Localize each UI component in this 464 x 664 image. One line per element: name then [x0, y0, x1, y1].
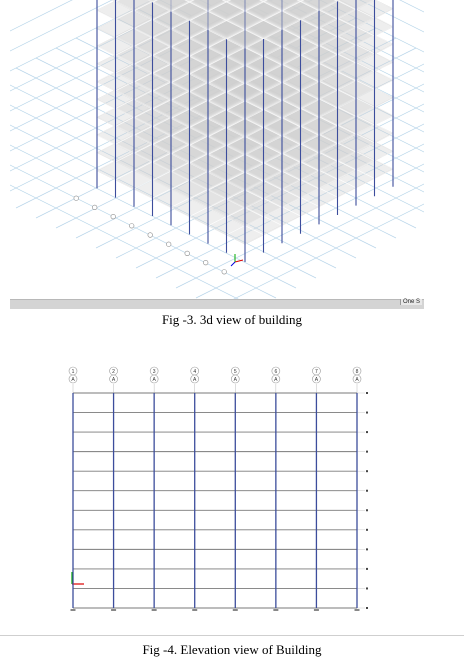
story-marker	[366, 451, 368, 453]
grid-label: 6	[274, 369, 278, 375]
grid-label: 3	[152, 369, 156, 375]
story-marker	[366, 587, 368, 589]
grid-bubble-1	[69, 367, 77, 393]
support-marker	[355, 609, 360, 611]
status-text: One S	[400, 299, 422, 305]
story-marker	[366, 568, 368, 570]
support-marker	[314, 609, 319, 611]
grid-bubble	[129, 224, 134, 229]
grid-bubble-8	[353, 367, 361, 393]
grid-bubble	[74, 196, 79, 201]
support-marker	[71, 609, 76, 611]
story-marker	[366, 509, 368, 511]
grid-label: A	[355, 377, 359, 383]
grid-label: 4	[193, 369, 197, 375]
support-marker	[233, 609, 238, 611]
figure-3d-view	[10, 0, 424, 300]
story-marker	[366, 412, 368, 414]
grid-label: A	[152, 377, 156, 383]
support-marker	[192, 609, 197, 611]
grid-label: 1	[71, 369, 75, 375]
grid-label: 2	[112, 369, 115, 375]
story-marker	[366, 529, 368, 531]
grid-bubble	[111, 214, 116, 219]
grid-label: A	[274, 377, 278, 383]
support-marker	[111, 609, 116, 611]
grid-bubble	[185, 251, 190, 256]
grid-bubble-2	[110, 367, 118, 393]
grid-label: 8	[355, 369, 359, 375]
grid-label: A	[111, 377, 116, 383]
story-marker	[366, 548, 368, 550]
figure-4-caption: Fig -4. Elevation view of Building	[142, 642, 322, 657]
grid-bubble	[148, 233, 153, 238]
grid-bubble	[222, 270, 227, 275]
grid-label: A	[193, 377, 197, 383]
grid-bubble-5	[231, 367, 239, 393]
grid-label: A	[71, 377, 75, 383]
grid-label: 7	[315, 369, 318, 375]
story-marker	[366, 392, 368, 394]
grid-bubble-3	[150, 367, 158, 393]
story-marker	[366, 470, 368, 472]
grid-bubble-4	[191, 367, 199, 393]
grid-bubble	[92, 205, 97, 210]
grid-label: 5	[233, 369, 237, 375]
story-marker	[366, 490, 368, 492]
support-marker	[152, 609, 157, 611]
origin-axis-icon	[72, 572, 84, 584]
grid-bubble	[203, 260, 208, 265]
figure-3-caption: Fig -3. 3d view of building	[161, 312, 303, 327]
grid-bubble-6	[272, 367, 280, 393]
3d-building-model	[10, 0, 424, 300]
grid-label: A	[233, 377, 237, 383]
divider	[0, 635, 464, 636]
status-bar	[10, 299, 424, 309]
figure-elevation-view	[60, 362, 380, 617]
elevation-frame	[60, 362, 380, 617]
story-marker	[366, 607, 368, 609]
grid-bubble-7	[312, 367, 320, 393]
building-frame	[74, 0, 393, 274]
origin-axis-icon	[231, 254, 243, 266]
story-marker	[366, 431, 368, 433]
grid-label: A	[314, 377, 319, 383]
support-marker	[273, 609, 278, 611]
grid-bubble	[166, 242, 171, 247]
